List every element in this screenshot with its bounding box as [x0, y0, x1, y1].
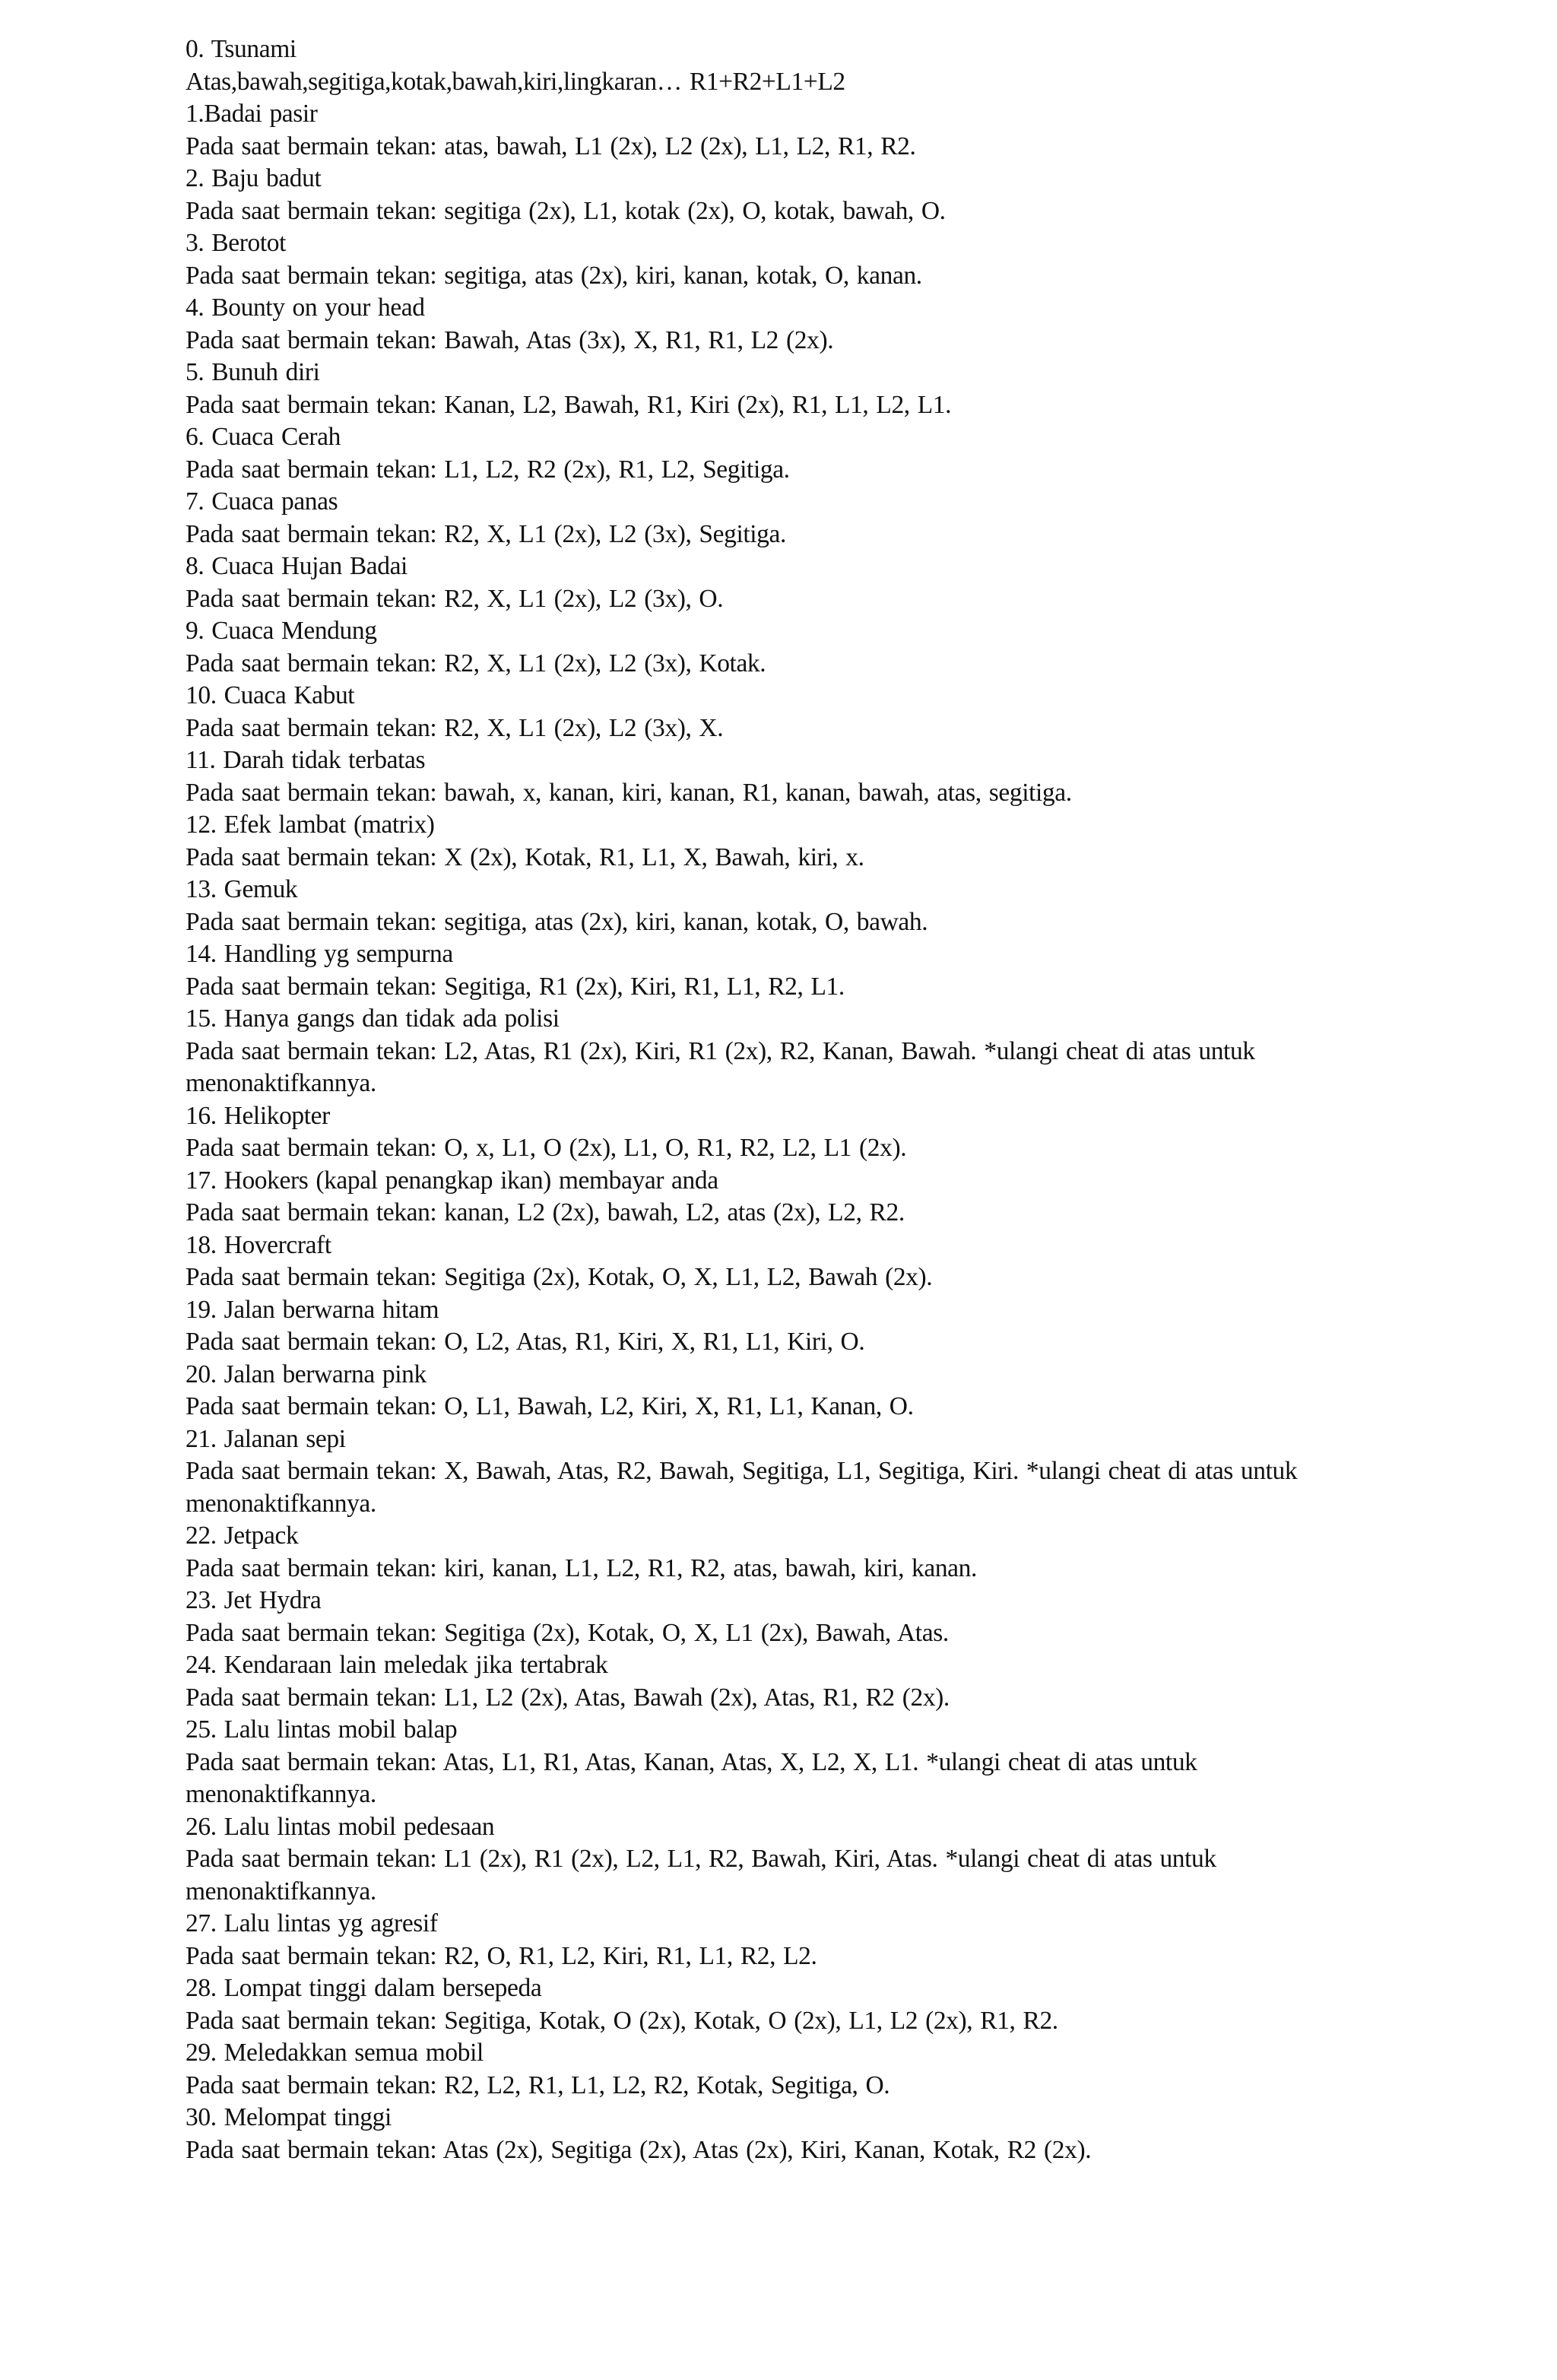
cheat-instructions: Pada saat bermain tekan: Segitiga, R1 (2x), Kiri, R1, L1, R2, L1.	[186, 972, 845, 1001]
cheat-title: 5. Bunuh diri	[186, 358, 320, 386]
cheat-title: 16. Helikopter	[186, 1101, 330, 1130]
cheat-entry-7	[186, 486, 1379, 551]
cheat-entry-22	[186, 1520, 1379, 1585]
cheat-instructions: Pada saat bermain tekan: O, L2, Atas, R1, Kiri, X, R1, L1, Kiri, O.	[186, 1328, 865, 1356]
cheat-title: 1.Badai pasir	[186, 100, 318, 128]
cheat-instructions: Pada saat bermain tekan: X (2x), Kotak, R1, L1, X, Bawah, kiri, x.	[186, 843, 864, 871]
cheat-instructions: Pada saat bermain tekan: Segitiga (2x), Kotak, O, X, L1, L2, Bawah (2x).	[186, 1263, 933, 1291]
cheat-title: 8. Cuaca Hujan Badai	[186, 552, 407, 580]
cheat-instructions: Pada saat bermain tekan: bawah, x, kanan, kiri, kanan, R1, kanan, bawah, atas, segitiga.	[186, 778, 1072, 807]
cheat-title: 18. Hovercraft	[186, 1230, 331, 1259]
cheat-instructions: Pada saat bermain tekan: kiri, kanan, L1, L2, R1, R2, atas, bawah, kiri, kanan.	[186, 1553, 977, 1582]
cheat-instructions: Pada saat bermain tekan: X, Bawah, Atas, R2, Bawah, Segitiga, L1, Segitiga, Kiri. *ulangi cheat di atas untuk menonaktifkannya.	[186, 1457, 1298, 1518]
cheat-entry-15	[186, 1003, 1379, 1100]
cheat-title: 12. Efek lambat (matrix)	[186, 811, 435, 839]
cheat-instructions: Pada saat bermain tekan: Segitiga, Kotak, O (2x), Kotak, O (2x), L1, L2 (2x), R1, R2.	[186, 2006, 1058, 2035]
cheat-entry-29	[186, 2037, 1379, 2102]
cheat-entry-16	[186, 1100, 1379, 1165]
cheat-title: 25. Lalu lintas mobil balap	[186, 1715, 458, 1744]
cheat-entry-25	[186, 1714, 1379, 1811]
cheat-entry-9	[186, 615, 1379, 680]
cheat-title: 2. Baju badut	[186, 164, 322, 192]
cheat-instructions: Pada saat bermain tekan: R2, O, R1, L2, Kiri, R1, L1, R2, L2.	[186, 1941, 817, 1970]
cheat-title: 29. Meledakkan semua mobil	[186, 2039, 484, 2067]
cheat-entry-19	[186, 1294, 1379, 1359]
cheat-instructions: Pada saat bermain tekan: R2, X, L1 (2x), L2 (3x), Segitiga.	[186, 519, 786, 548]
cheat-title: 0. Tsunami	[186, 35, 296, 63]
cheat-entry-0	[186, 33, 1379, 98]
cheat-entry-13	[186, 874, 1379, 938]
cheat-instructions: Pada saat bermain tekan: Segitiga (2x), Kotak, O, X, L1 (2x), Bawah, Atas.	[186, 1618, 949, 1647]
cheat-instructions: Pada saat bermain tekan: R2, L2, R1, L1, L2, R2, Kotak, Segitiga, O.	[186, 2071, 890, 2099]
cheat-title: 23. Jet Hydra	[186, 1586, 322, 1614]
cheat-instructions: Pada saat bermain tekan: segitiga, atas (2x), kiri, kanan, kotak, O, bawah.	[186, 907, 928, 936]
cheat-instructions: Pada saat bermain tekan: Atas (2x), Segitiga (2x), Atas (2x), Kiri, Kanan, Kotak, R2 (2x).	[186, 2135, 1092, 2164]
cheat-instructions: Pada saat bermain tekan: Bawah, Atas (3x), X, R1, R1, L2 (2x).	[186, 325, 834, 354]
cheat-instructions: Pada saat bermain tekan: segitiga, atas (2x), kiri, kanan, kotak, O, kanan.	[186, 261, 922, 290]
cheat-entry-6	[186, 421, 1379, 486]
cheat-entry-12	[186, 809, 1379, 874]
cheat-instructions: Pada saat bermain tekan: L1, L2, R2 (2x), R1, L2, Segitiga.	[186, 455, 790, 484]
cheat-title: 28. Lompat tinggi dalam bersepeda	[186, 1974, 542, 2002]
cheat-entry-4	[186, 292, 1379, 357]
cheat-entry-23	[186, 1585, 1379, 1649]
cheat-title: 22. Jetpack	[186, 1522, 299, 1550]
cheat-instructions: Pada saat bermain tekan: R2, X, L1 (2x), L2 (3x), Kotak.	[186, 649, 766, 678]
cheat-entry-11	[186, 744, 1379, 809]
cheat-instructions: Pada saat bermain tekan: Kanan, L2, Bawah, R1, Kiri (2x), R1, L1, L2, L1.	[186, 390, 952, 419]
cheat-entry-10	[186, 680, 1379, 744]
cheat-entry-5	[186, 357, 1379, 421]
cheat-entry-14	[186, 938, 1379, 1003]
cheat-title: 9. Cuaca Mendung	[186, 617, 377, 645]
cheat-title: 21. Jalanan sepi	[186, 1424, 346, 1453]
cheat-instructions: Pada saat bermain tekan: L2, Atas, R1 (2x), Kiri, R1 (2x), R2, Kanan, Bawah. *ulangi cheat di atas untuk menonaktifkannya.	[186, 1036, 1255, 1097]
cheat-instructions: Pada saat bermain tekan: R2, X, L1 (2x), L2 (3x), O.	[186, 584, 724, 613]
cheat-title: 26. Lalu lintas mobil pedesaan	[186, 1812, 495, 1841]
cheat-title: 20. Jalan berwarna pink	[186, 1360, 427, 1388]
cheat-instructions: Pada saat bermain tekan: segitiga (2x), L1, kotak (2x), O, kotak, bawah, O.	[186, 196, 946, 225]
cheat-title: 10. Cuaca Kabut	[186, 681, 355, 709]
cheat-entry-30	[186, 2102, 1379, 2166]
cheat-title: 27. Lalu lintas yg agresif	[186, 1909, 438, 1937]
cheat-instructions: Pada saat bermain tekan: kanan, L2 (2x), bawah, L2, atas (2x), L2, R2.	[186, 1198, 905, 1226]
cheat-instructions: Pada saat bermain tekan: atas, bawah, L1 (2x), L2 (2x), L1, L2, R1, R2.	[186, 132, 916, 160]
cheat-instructions: Atas,bawah,segitiga,kotak,bawah,kiri,lingkaran… R1+R2+L1+L2	[186, 67, 845, 96]
cheat-title: 11. Darah tidak terbatas	[186, 746, 426, 774]
cheat-entry-3	[186, 227, 1379, 292]
cheat-instructions: Pada saat bermain tekan: L1 (2x), R1 (2x), L2, L1, R2, Bawah, Kiri, Atas. *ulangi cheat di atas untuk menonaktifkannya.	[186, 1845, 1216, 1906]
cheat-title: 24. Kendaraan lain meledak jika tertabrak	[186, 1651, 608, 1679]
cheat-entry-2	[186, 163, 1379, 227]
cheat-instructions: Pada saat bermain tekan: O, x, L1, O (2x), L1, O, R1, R2, L2, L1 (2x).	[186, 1134, 907, 1162]
cheat-title: 15. Hanya gangs dan tidak ada polisi	[186, 1004, 560, 1033]
cheat-title: 17. Hookers (kapal penangkap ikan) membayar anda	[186, 1166, 718, 1195]
cheat-title: 13. Gemuk	[186, 875, 298, 903]
cheat-entry-24	[186, 1649, 1379, 1714]
cheat-entry-17	[186, 1165, 1379, 1230]
cheat-title: 6. Cuaca Cerah	[186, 423, 341, 451]
cheat-title: 4. Bounty on your head	[186, 294, 425, 322]
cheat-instructions: Pada saat bermain tekan: R2, X, L1 (2x), L2 (3x), X.	[186, 713, 724, 742]
cheat-title: 19. Jalan berwarna hitam	[186, 1295, 439, 1324]
cheat-entry-21	[186, 1423, 1379, 1521]
cheat-entry-1	[186, 98, 1379, 163]
cheat-instructions: Pada saat bermain tekan: L1, L2 (2x), Atas, Bawah (2x), Atas, R1, R2 (2x).	[186, 1683, 950, 1712]
cheat-entry-28	[186, 1972, 1379, 2037]
cheat-title: 30. Melompat tinggi	[186, 2103, 392, 2131]
cheat-title: 7. Cuaca panas	[186, 487, 338, 516]
document-body	[186, 33, 1379, 2166]
cheat-entry-20	[186, 1359, 1379, 1423]
cheat-entry-18	[186, 1230, 1379, 1294]
cheat-entry-8	[186, 551, 1379, 615]
cheat-entry-26	[186, 1811, 1379, 1909]
cheat-title: 3. Berotot	[186, 229, 286, 257]
cheat-entry-27	[186, 1908, 1379, 1972]
cheat-title: 14. Handling yg sempurna	[186, 940, 453, 968]
cheat-instructions: Pada saat bermain tekan: Atas, L1, R1, Atas, Kanan, Atas, X, L2, X, L1. *ulangi cheat di atas untuk menonaktifkannya.	[186, 1747, 1197, 1808]
cheat-instructions: Pada saat bermain tekan: O, L1, Bawah, L2, Kiri, X, R1, L1, Kanan, O.	[186, 1392, 914, 1420]
